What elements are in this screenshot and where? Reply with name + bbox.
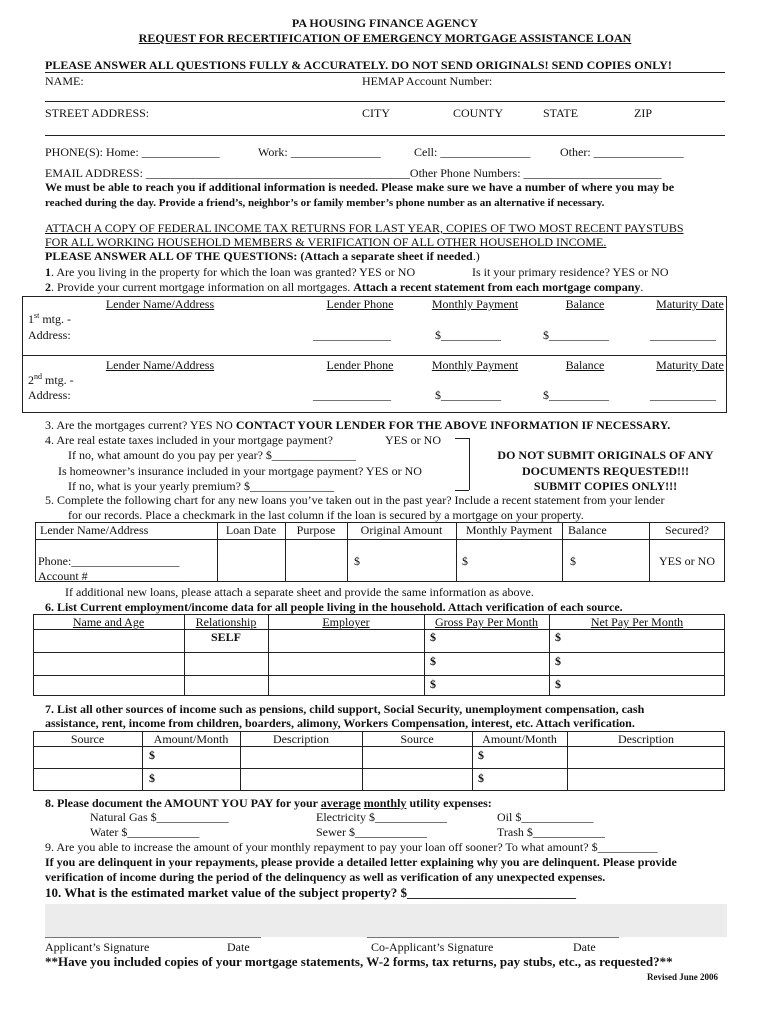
question-4-tax-amount[interactable]: If no, what amount do you pay per year? $______________ <box>68 448 356 462</box>
home-phone-field[interactable]: PHONE(S): Home: _____________ <box>45 145 220 159</box>
question-1-primary-residence: Is it your primary residence? YES or NO <box>472 265 669 279</box>
first-mortgage-payment-field[interactable]: $__________ <box>435 328 501 342</box>
address-field[interactable] <box>45 135 725 136</box>
income-amount-1a[interactable]: $ <box>149 748 155 762</box>
mortgage-header-lender: Lender Name/Address <box>105 297 215 311</box>
loans-header-balance: Balance <box>568 523 607 537</box>
question-4-insurance: Is homeowner’s insurance included in your mortgage payment? YES or NO <box>58 464 422 478</box>
income-header-amount-1: Amount/Month <box>153 732 229 746</box>
water-field[interactable]: Water $____________ <box>90 825 200 839</box>
question-3: 3. Are the mortgages current? YES NO CONTACT YOUR LENDER FOR THE ABOVE INFORMATION IF NECESSARY. <box>45 418 671 432</box>
natural-gas-field[interactable]: Natural Gas $____________ <box>90 810 229 824</box>
form-title: REQUEST FOR RECERTIFICATION OF EMERGENCY MORTGAGE ASSISTANCE LOAN <box>138 31 632 45</box>
employment-net-3[interactable]: $ <box>555 677 561 691</box>
loans-header-monthly: Monthly Payment <box>465 523 553 537</box>
additional-loans-note: If additional new loans, please attach a separate sheet and provide the same information as above. <box>65 585 534 599</box>
income-header-description-1: Description <box>273 732 329 746</box>
zip-label: ZIP <box>634 106 652 120</box>
question-2: 2. Provide your current mortgage information on all mortgages. Attach a recent statement from each mortgage company. <box>45 280 644 294</box>
instruction-banner: PLEASE ANSWER ALL QUESTIONS FULLY & ACCURATELY. DO NOT SEND ORIGINALS! SEND COPIES ONLY! <box>45 58 672 72</box>
first-mortgage-phone-field[interactable]: _____________ <box>313 328 391 342</box>
loan-balance[interactable]: $ <box>570 554 576 568</box>
question-4-taxes-yes-no[interactable]: YES or NO <box>385 433 441 447</box>
attach-notice-line2: FOR ALL WORKING HOUSEHOLD MEMBERS & VERIFICATION OF ALL OTHER HOUSEHOLD INCOME. <box>45 235 607 249</box>
income-amount-1b[interactable]: $ <box>149 771 155 785</box>
second-mortgage-label: 2nd mtg. - <box>28 372 74 387</box>
question-4-premium[interactable]: If no, what is your yearly premium? $______________ <box>68 479 334 493</box>
coapplicant-date-label: Date <box>573 940 596 954</box>
question-4-taxes: 4. Are real estate taxes included in your mortgage payment? <box>45 433 333 447</box>
applicant-signature-label: Applicant’s Signature <box>45 940 150 954</box>
employment-gross-1[interactable]: $ <box>430 630 436 644</box>
mortgage2-header-payment: Monthly Payment <box>431 358 519 372</box>
mortgage2-header-phone: Lender Phone <box>326 358 394 372</box>
employment-header-gross: Gross Pay Per Month <box>434 615 538 629</box>
employment-header-employer: Employer <box>322 615 370 629</box>
sewer-field[interactable]: Sewer $____________ <box>316 825 427 839</box>
loan-secured-yes-no[interactable]: YES or NO <box>659 554 715 568</box>
second-mortgage-balance-field[interactable]: $__________ <box>543 388 609 402</box>
question-1: 1. Are you living in the property for which the loan was granted? YES or NO <box>45 265 416 279</box>
loan-monthly-payment[interactable]: $ <box>462 554 468 568</box>
city-label: CITY <box>362 106 390 120</box>
notice-line3: SUBMIT COPIES ONLY!!! <box>533 479 678 493</box>
coapplicant-signature-label: Co-Applicant’s Signature <box>371 940 494 954</box>
question-10[interactable]: 10. What is the estimated market value of the subject property? $__________________________ <box>45 885 577 900</box>
second-mortgage-maturity-field[interactable]: ___________ <box>650 388 716 402</box>
income-header-description-2: Description <box>618 732 674 746</box>
loans-header-date: Loan Date <box>225 523 277 537</box>
notice-line2: DOCUMENTS REQUESTED!!! <box>521 464 689 478</box>
question-7-line2: assistance, rent, income from children, boarders, alimony, Workers Compensation, interest, etc. Attach verification. <box>45 716 635 730</box>
question-8-title: 8. Please document the AMOUNT YOU PAY for your average monthly utility expenses: <box>45 796 492 810</box>
delinquency-notice-line1: If you are delinquent in your repayments, please provide a detailed letter explaining why you are delinquent. Please provide <box>45 855 677 869</box>
first-mortgage-maturity-field[interactable]: ___________ <box>650 328 716 342</box>
electricity-field[interactable]: Electricity $____________ <box>316 810 447 824</box>
loan-account-field[interactable]: Account #________________ <box>38 569 184 583</box>
oil-field[interactable]: Oil $____________ <box>497 810 594 824</box>
second-mortgage-payment-field[interactable]: $__________ <box>435 388 501 402</box>
attach-notice-line1: ATTACH A COPY OF FEDERAL INCOME TAX RETURNS FOR LAST YEAR, COPIES OF TWO MOST RECENT PAYSTUBS <box>45 221 684 235</box>
first-mortgage-balance-field[interactable]: $__________ <box>543 328 609 342</box>
applicant-signature-line[interactable]: ____________________________________ <box>45 925 261 939</box>
employment-header-relationship: Relationship <box>195 615 257 629</box>
second-mortgage-phone-field[interactable]: _____________ <box>313 388 391 402</box>
second-mortgage-address-label: Address: <box>28 388 71 402</box>
loan-original-amount[interactable]: $ <box>354 554 360 568</box>
email-field[interactable]: EMAIL ADDRESS: ____________________________________________Other Phone Numbers: _______________________ <box>45 166 662 180</box>
trash-field[interactable]: Trash $____________ <box>497 825 605 839</box>
employment-gross-2[interactable]: $ <box>430 654 436 668</box>
other-phone-field[interactable]: Other: _______________ <box>560 145 684 159</box>
first-mortgage-label: 1st mtg. - <box>28 311 72 326</box>
loans-header-secured: Secured? <box>665 523 709 537</box>
loans-header-purpose: Purpose <box>296 523 336 537</box>
mortgage-header-maturity: Maturity Date <box>656 297 724 311</box>
street-address-label: STREET ADDRESS: <box>45 106 150 120</box>
agency-name: PA HOUSING FINANCE AGENCY <box>291 16 479 30</box>
county-label: COUNTY <box>453 106 503 120</box>
notice-line1: DO NOT SUBMIT ORIGINALS OF ANY <box>497 448 714 462</box>
loans-header-lender: Lender Name/Address <box>40 523 149 537</box>
income-header-amount-2: Amount/Month <box>482 732 557 746</box>
employment-net-1[interactable]: $ <box>555 630 561 644</box>
question-5-line2: for our records. Place a checkmark in the last column if the loan is secured by a mortgage on your property. <box>68 508 584 522</box>
work-phone-field[interactable]: Work: _______________ <box>258 145 381 159</box>
name-field[interactable] <box>45 101 725 102</box>
income-header-source-1: Source <box>70 732 105 746</box>
mortgage-header-balance: Balance <box>565 297 605 311</box>
employment-header-name: Name and Age <box>72 615 145 629</box>
employment-header-net: Net Pay Per Month <box>590 615 684 629</box>
mortgage2-header-maturity: Maturity Date <box>656 358 724 372</box>
applicant-date-label: Date <box>227 940 250 954</box>
account-number-label: HEMAP Account Number: <box>362 74 493 88</box>
reach-notice-line1: We must be able to reach you if additional information is needed. Please make sure we have a number of where you may be <box>45 180 675 194</box>
name-label: NAME: <box>45 74 84 88</box>
delinquency-notice-line2: verification of income during the period of the delinquency as well as verification of any unexpected expenses. <box>45 870 606 884</box>
employment-net-2[interactable]: $ <box>555 654 561 668</box>
mortgage-header-payment: Monthly Payment <box>431 297 519 311</box>
question-6-title: 6. List Current employment/income data for all people living in the household. Attach verification of each source. <box>45 600 623 614</box>
question-5-line1: 5. Complete the following chart for any new loans you’ve taken out in the past year? Include a recent statement from your lender <box>45 493 665 507</box>
loans-header-original: Original Amount <box>360 523 443 537</box>
mortgage-header-phone: Lender Phone <box>326 297 394 311</box>
answer-all-heading: PLEASE ANSWER ALL OF THE QUESTIONS: (Attach a separate sheet if needed.) <box>45 249 480 263</box>
income-amount-2b[interactable]: $ <box>478 771 484 785</box>
income-amount-2a[interactable]: $ <box>478 748 484 762</box>
question-9[interactable]: 9. Are you able to increase the amount of your monthly repayment to pay your loan off sooner? To what amount? $__________ <box>45 840 658 854</box>
documents-reminder: **Have you included copies of your mortgage statements, W-2 forms, tax returns, pay stubs, etc., as requested?** <box>45 954 673 969</box>
income-header-source-2: Source <box>400 732 434 746</box>
first-mortgage-address-label: Address: <box>28 328 71 342</box>
employment-gross-3[interactable]: $ <box>430 677 436 691</box>
cell-phone-field[interactable]: Cell: _______________ <box>414 145 531 159</box>
reach-notice-line2: reached during the day. Provide a friend’s, neighbor’s or family member’s phone number as an alternative if necessary. <box>45 197 605 209</box>
coapplicant-signature-line[interactable]: __________________________________________ <box>367 925 619 939</box>
mortgage2-header-lender: Lender Name/Address <box>105 358 215 372</box>
state-label: STATE <box>543 106 579 120</box>
revision-date: Revised June 2006 <box>646 972 718 982</box>
loan-phone-field[interactable]: Phone:__________________ <box>38 554 180 568</box>
question-7-line1: 7. List all other sources of income such as pensions, child support, Social Security, unemployment compensation, cash <box>45 702 645 716</box>
mortgage2-header-balance: Balance <box>565 358 605 372</box>
employment-self-label: SELF <box>210 630 241 644</box>
